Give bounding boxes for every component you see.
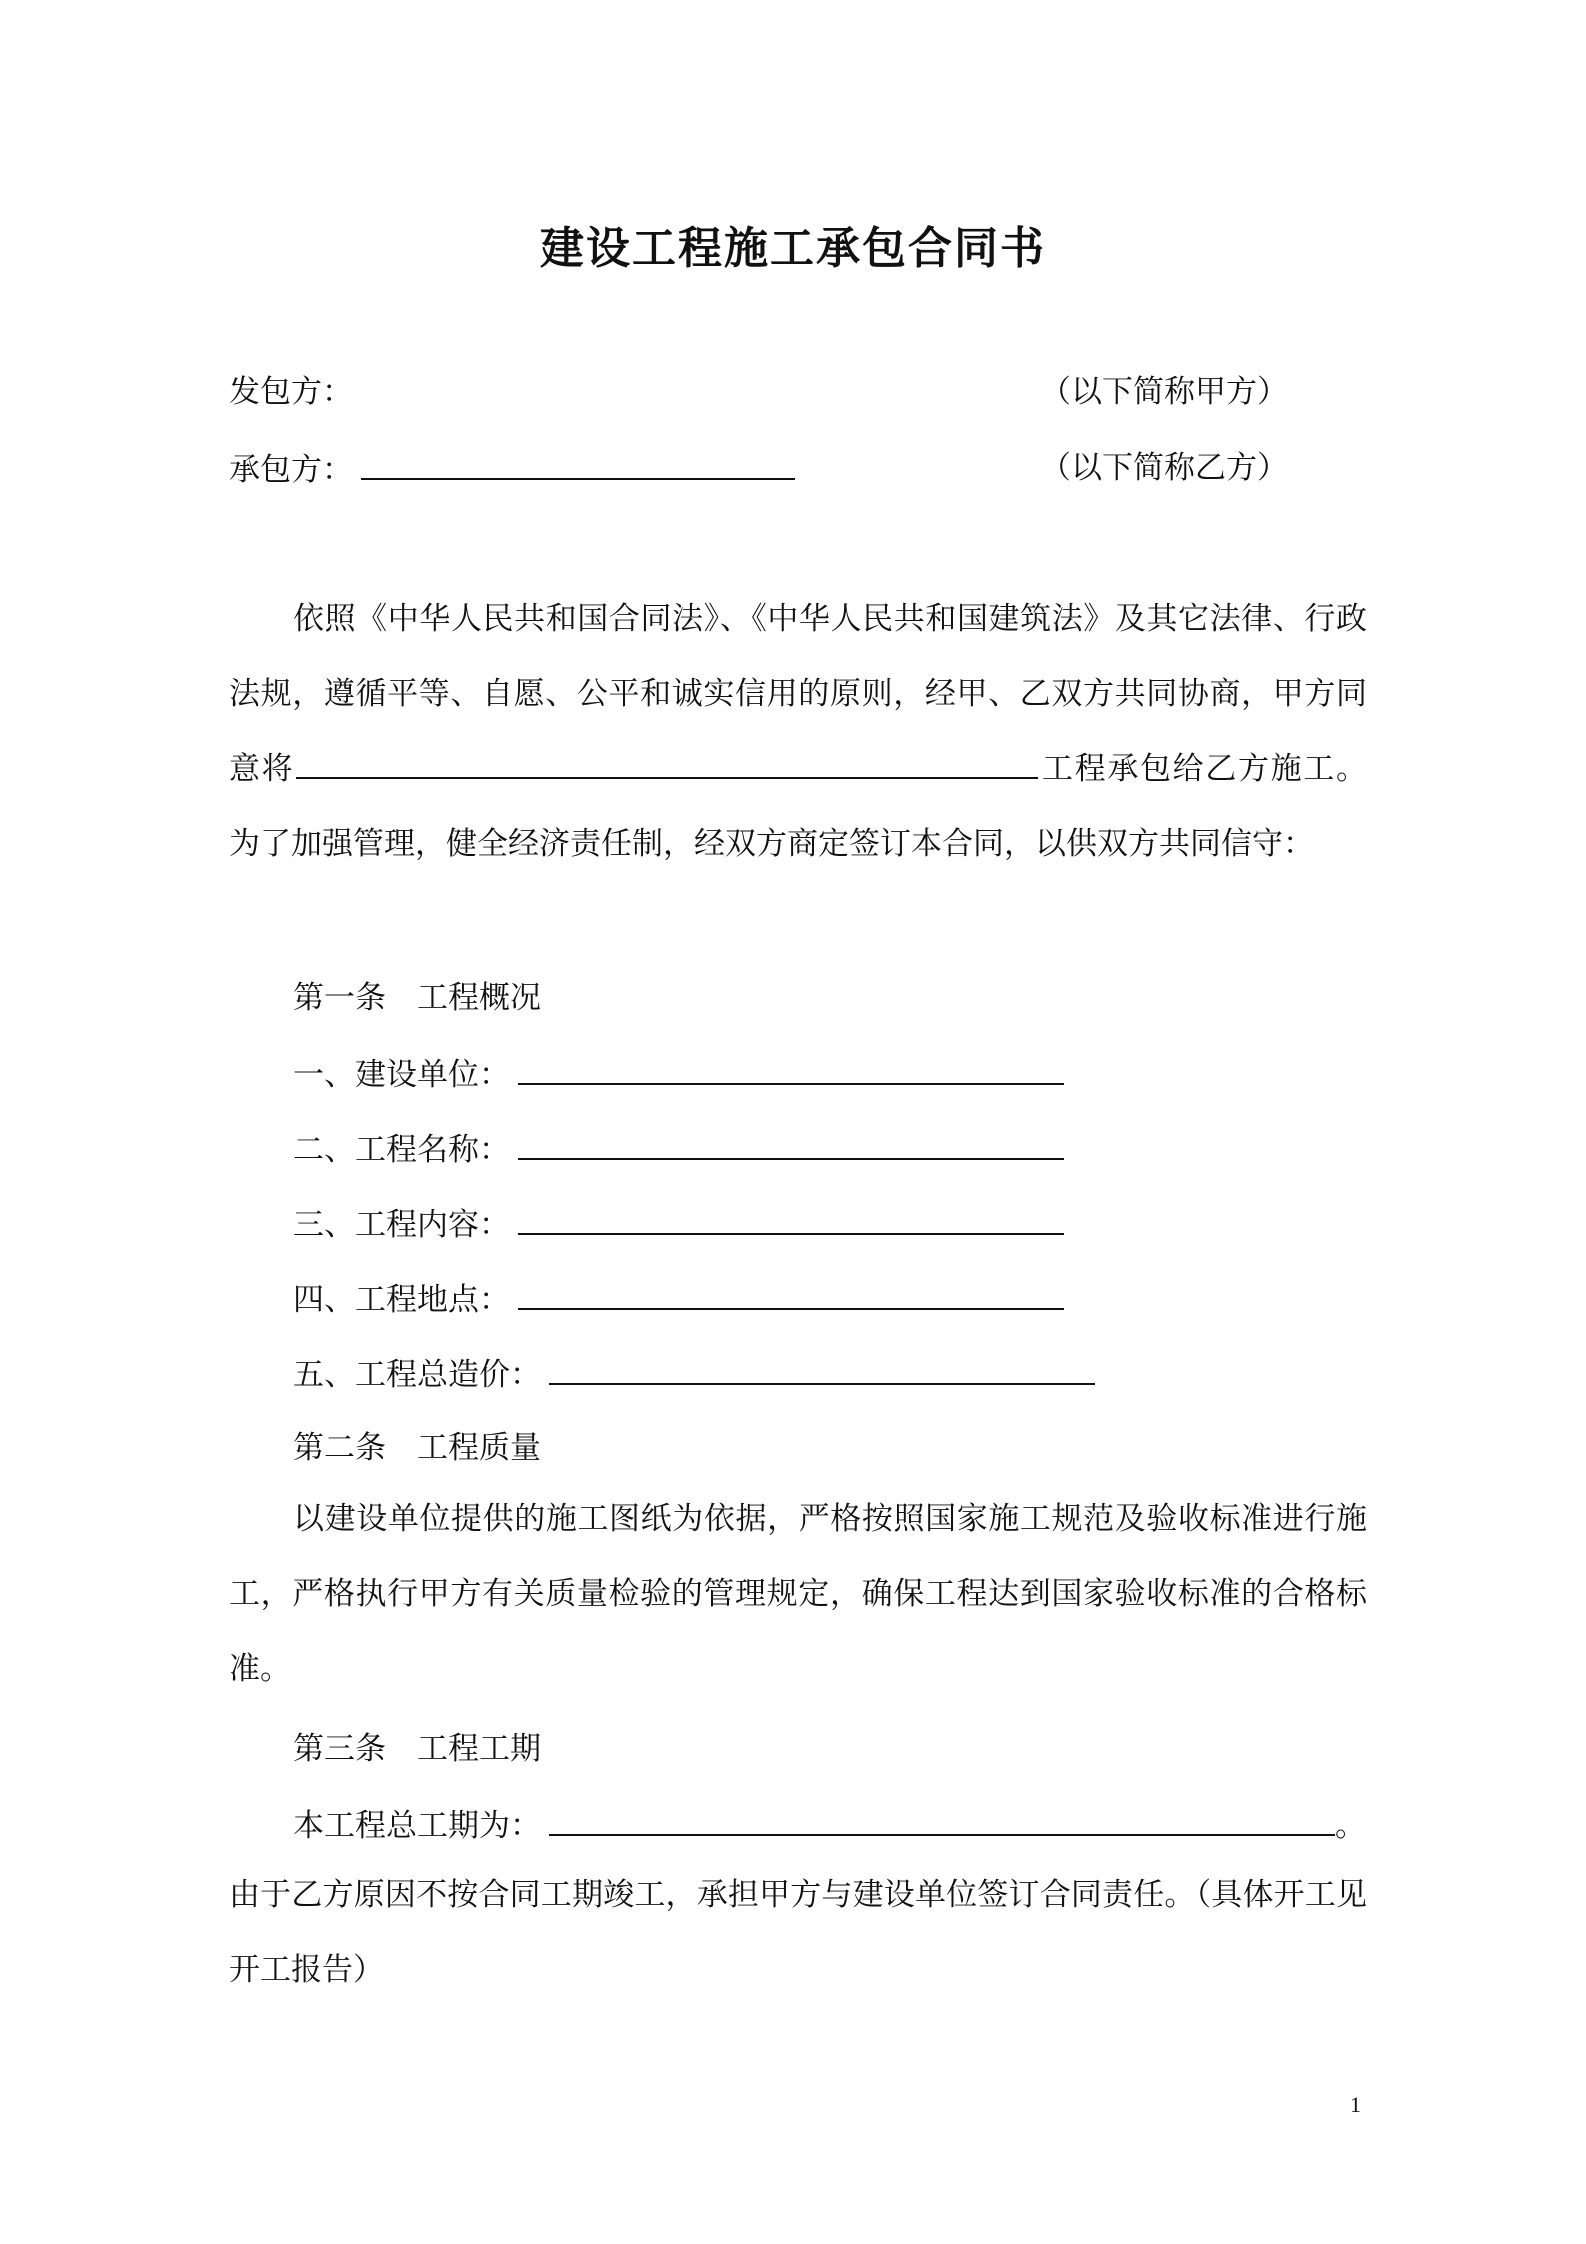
intro-text-1: 依照《中华人民共和国合同法》、《中华人民共和国建筑法》及其它法律、行政法规，遵循平等、自愿、公平和诚实信用的原则，经甲、乙双方共同协商，甲方同意将 (229, 601, 1367, 787)
total-period-blank[interactable] (549, 1804, 1335, 1836)
article-3-body: 由于乙方原因不按合同工期竣工，承担甲方与建设单位签订合同责任。（具体开工见开工报告） (229, 1877, 1367, 1988)
article-2-heading: 第二条 工程质量 (293, 1430, 541, 1466)
article-1-item (293, 1128, 1064, 1170)
article-1-item (293, 1203, 1064, 1245)
party-b-row (229, 448, 795, 490)
item-label: 二、工程名称： (293, 1132, 510, 1168)
article-1-item (293, 1053, 1064, 1095)
intro-paragraph (229, 582, 1367, 882)
construction-unit-blank[interactable] (518, 1053, 1064, 1085)
project-title-blank[interactable] (518, 1128, 1064, 1160)
item-label: 一、建设单位： (293, 1057, 510, 1093)
item-label: 四、工程地点： (293, 1282, 510, 1318)
article-1-item (293, 1353, 1095, 1395)
party-a-label: 发包方： (229, 374, 353, 410)
item-label: 三、工程内容： (293, 1207, 510, 1243)
item-label: 五、工程总造价： (293, 1357, 541, 1393)
article-3-heading: 第三条 工程工期 (293, 1731, 541, 1767)
total-cost-blank[interactable] (549, 1353, 1095, 1385)
document-title: 建设工程施工承包合同书 (540, 223, 1046, 274)
article-2-body: 以建设单位提供的施工图纸为依据，严格按照国家施工规范及验收标准进行施工，严格执行甲方有关质量检验的管理规定，确保工程达到国家验收标准的合格标准。 (229, 1501, 1367, 1687)
period-end-mark: 。 (1335, 1808, 1366, 1844)
intro-text-2: 工程承包给乙方施工。为了加强管理，健全经济责任制，经双方商定签订本合同，以供双方共同信守： (229, 751, 1368, 862)
page-number: 1 (1350, 2092, 1361, 2117)
party-b-note: （以下简称乙方） (1040, 450, 1288, 486)
party-a-note: （以下简称甲方） (1040, 374, 1288, 410)
project-name-blank[interactable] (296, 747, 1038, 779)
total-period-row (293, 1804, 1366, 1846)
party-b-blank[interactable] (361, 448, 795, 480)
total-period-label: 本工程总工期为： (293, 1808, 541, 1844)
project-location-blank[interactable] (518, 1278, 1064, 1310)
project-content-blank[interactable] (518, 1203, 1064, 1235)
article-1-heading: 第一条 工程概况 (293, 980, 541, 1016)
article-1-item (293, 1278, 1064, 1320)
party-b-label: 承包方： (229, 452, 353, 488)
